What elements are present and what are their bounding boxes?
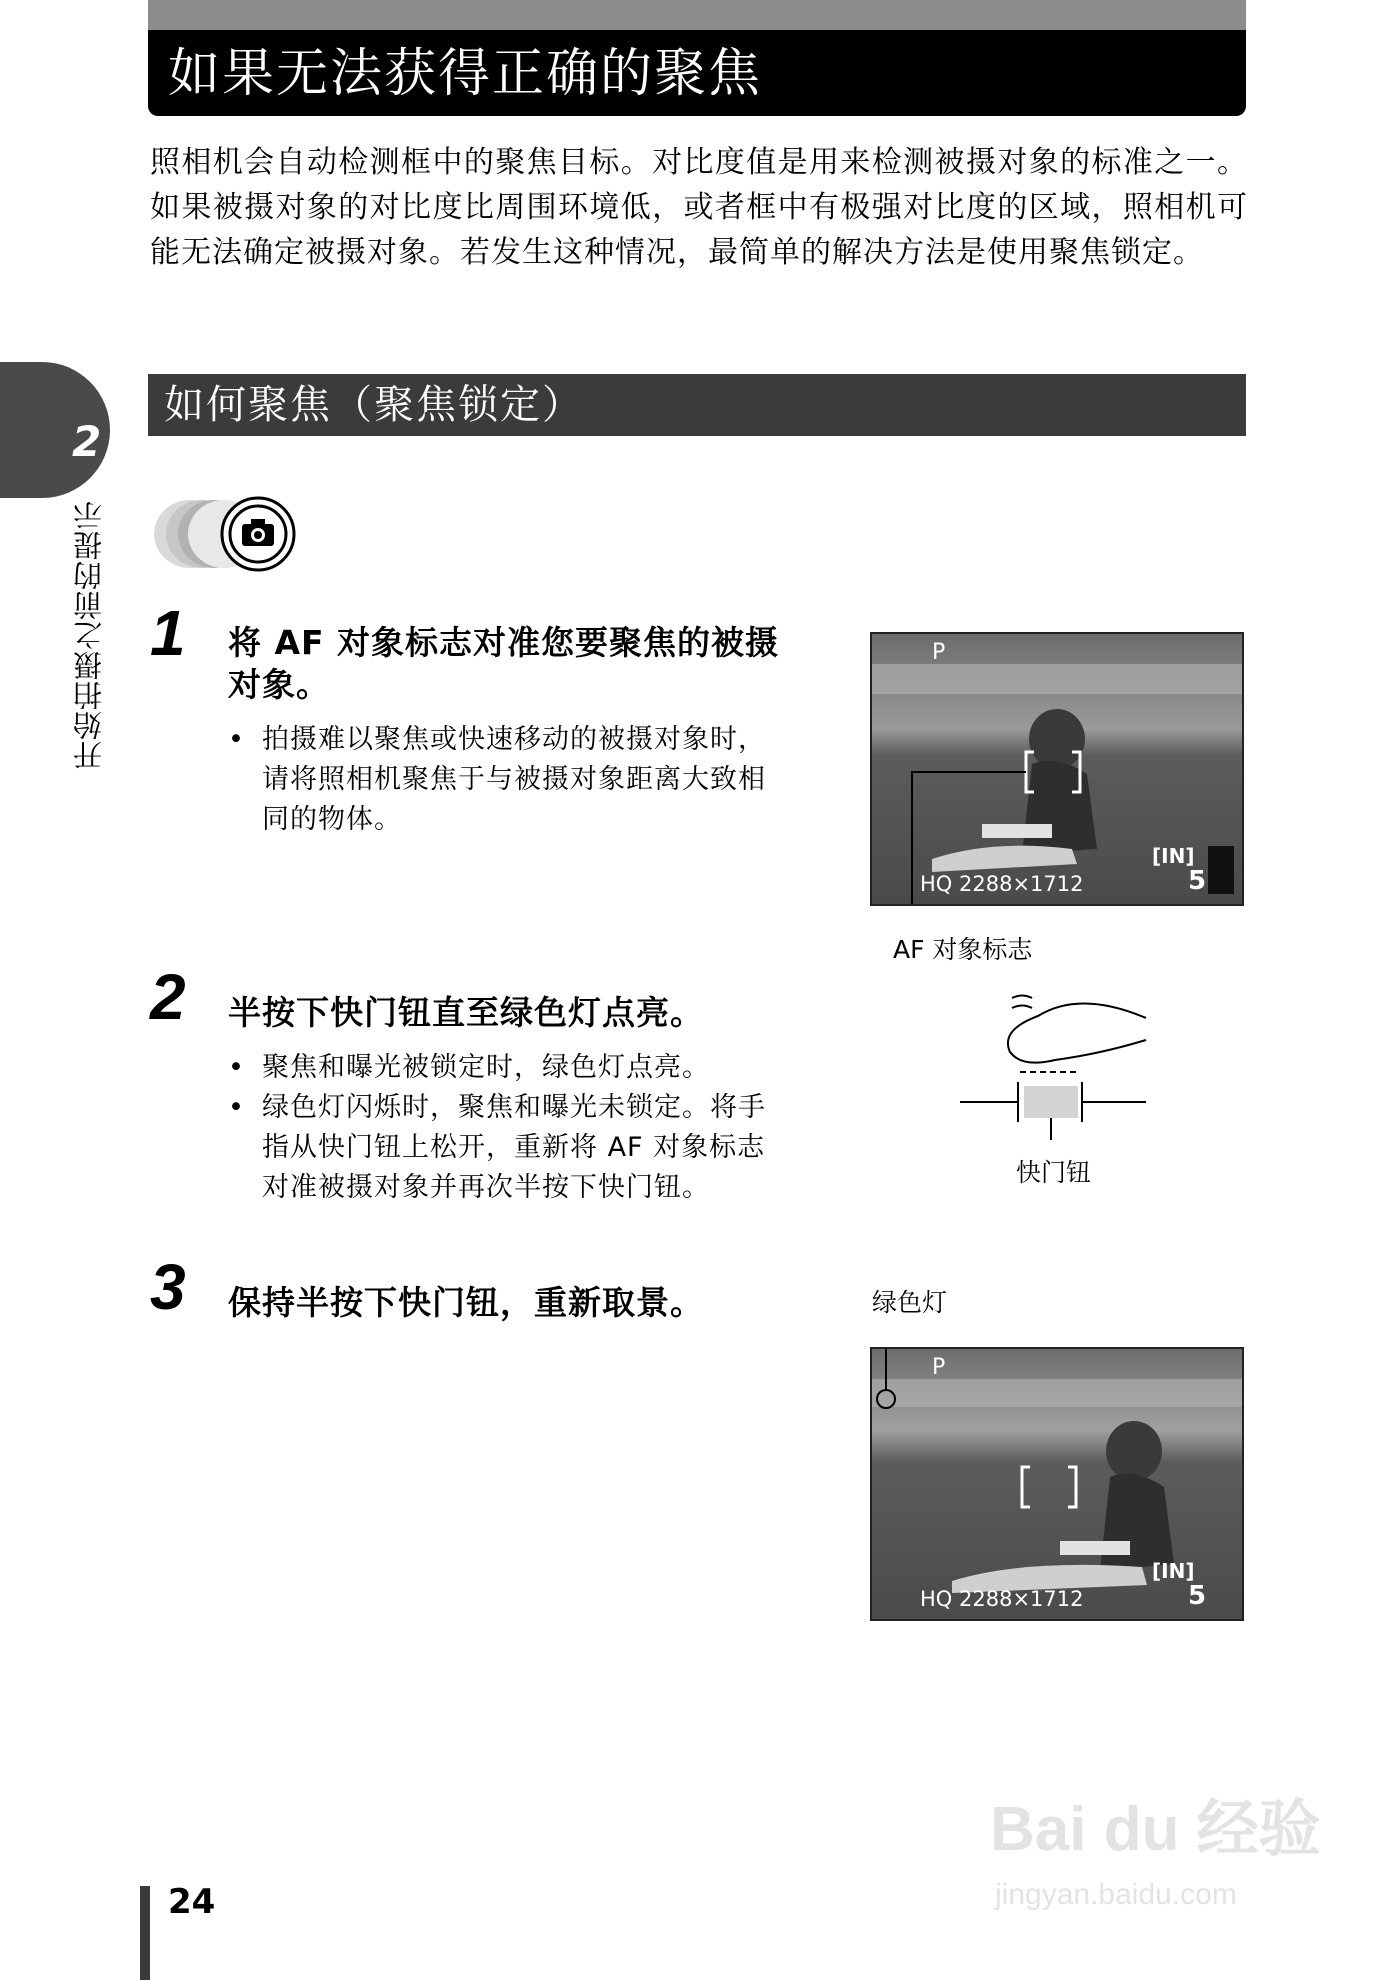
green-lamp-caption: 绿色灯 [872,1288,948,1317]
camera-icon [150,496,310,572]
lcd-2-memory: [IN] [1152,1559,1195,1583]
lcd-1-quality: HQ [920,872,953,896]
shutter-button-caption: 快门钮 [1016,1158,1092,1187]
page-number: 24 [168,1882,216,1922]
chapter-title: 开始拍摄之前的提示 [72,500,106,770]
watermark-logo: Bai du 经验 [990,1795,1321,1864]
lcd-1-memory: [IN] [1152,844,1195,868]
section-title: 如何聚焦（聚焦锁定） [164,382,584,428]
lcd-screen-2 [870,1347,1244,1621]
step-1-bullet-1: • 拍摄难以聚焦或快速移动的被摄对象时，请将照相机聚焦于与被摄对象距离大致相同的物体。 [228,720,790,840]
page-marker [140,1886,150,1980]
chapter-number: 2 [72,417,102,466]
step-1-number: 1 [150,597,186,669]
page-title: 如果无法获得正确的聚焦 [168,44,763,104]
step-2-bullets [228,1048,790,1208]
lcd-2-mode: P [932,1355,946,1380]
lcd-2-quality: HQ [920,1587,953,1611]
step-2-number: 2 [150,961,186,1033]
af-target-caption: AF 对象标志 [893,935,1033,964]
lcd-2-info [920,1587,1084,1611]
lcd-screen-1 [870,632,1244,906]
header-strip [148,0,1246,30]
step-3-number: 3 [150,1251,186,1323]
lcd-2-resolution: 2288×1712 [959,1587,1084,1611]
step-2-title: 半按下快门钮直至绿色灯点亮。 [228,993,704,1032]
lcd-1-info [920,872,1084,896]
lcd-1-count: 5 [1188,866,1207,896]
shutter-illustration [960,990,1150,1150]
lcd-1-resolution: 2288×1712 [959,872,1084,896]
step-2-bullet-1: • 聚焦和曝光被锁定时，绿色灯点亮。 [228,1048,790,1088]
lcd-2-count: 5 [1188,1581,1207,1611]
watermark-url: jingyan.baidu.com [995,1878,1237,1911]
step-1-bullets [228,720,790,840]
step-3-title: 保持半按下快门钮，重新取景。 [228,1283,704,1322]
intro-paragraph: 照相机会自动检测框中的聚焦目标。对比度值是用来检测被摄对象的标准之一。如果被摄对象的对比度比周围环境低，或者框中有极强对比度的区域，照相机可能无法确定被摄对象。若发生这种情况，最简单的解决方法是使用聚焦锁定。 [150,145,1248,270]
step-2-bullet-2: • 绿色灯闪烁时，聚焦和曝光未锁定。将手指从快门钮上松开，重新将 AF 对象标志对准被摄对象并再次半按下快门钮。 [228,1088,790,1208]
lcd-1-mode: P [932,640,946,665]
step-1-title: 将 AF 对象标志对准您要聚焦的被摄对象。 [228,623,780,704]
